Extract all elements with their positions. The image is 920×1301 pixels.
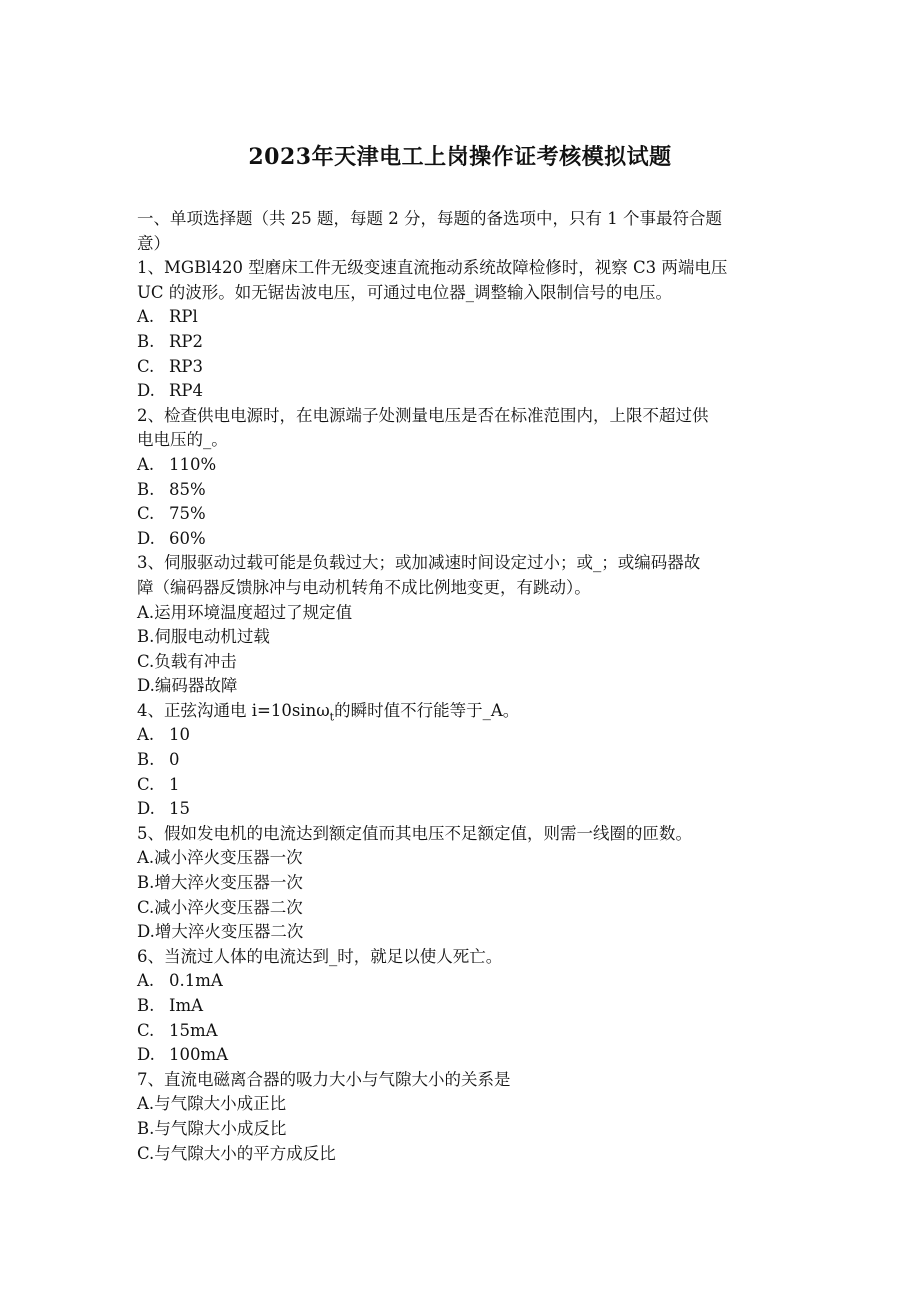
question-stem: 1、MGBl420 型磨床工件无级变速直流拖动系统故障检修时，视察 C3 两端电压 (137, 258, 728, 278)
option-d (137, 1043, 782, 1068)
stem-part: 的瞬时值不行能等于_A。 (334, 700, 520, 720)
option-text: 100mA (169, 1045, 229, 1065)
option-label: A. (137, 725, 155, 745)
question-list (137, 207, 782, 1166)
option-c (137, 1019, 782, 1044)
question-1 (137, 256, 782, 404)
stem-part: 4、正弦沟通电 i=10sinω (137, 700, 330, 720)
option-label: B. (137, 750, 155, 770)
option-b (137, 748, 782, 773)
page-title: 2023年天津电工上岗操作证考核模拟试题 (248, 144, 672, 170)
option-b (137, 994, 782, 1019)
question-stem: 电电压的_。 (137, 430, 228, 450)
option-text: 0 (169, 750, 180, 770)
option-text: 15mA (169, 1020, 218, 1040)
option-c (137, 502, 782, 527)
option-a (137, 305, 782, 330)
section-heading: 一、单项选择题（共 25 题，每题 2 分，每题的备选项中，只有 1 个事最符合题 (137, 209, 722, 228)
option-label: A. (137, 307, 155, 327)
question-stem (137, 699, 782, 724)
option-a: A.运用环境温度超过了规定值 (137, 602, 353, 622)
option-a: A.与气隙大小成正比 (137, 1094, 287, 1114)
option-a (137, 969, 782, 994)
option-text: 85% (169, 479, 206, 499)
option-text: 60% (169, 528, 206, 548)
stem-subscript: t (329, 710, 335, 724)
option-c (137, 773, 782, 798)
option-label: A. (137, 454, 155, 474)
question-stem: 3、伺服驱动过载可能是负载过大；或加减速时间设定过小；或_；或编码器故 (137, 553, 701, 573)
option-a: A.减小淬火变压器一次 (137, 848, 303, 868)
question-2 (137, 404, 782, 552)
option-label: C. (137, 356, 155, 376)
option-text: RP4 (169, 381, 204, 401)
question-stem: 障（编码器反馈脉冲与电动机转角不成比例地变更，有跳动）。 (137, 577, 591, 597)
option-label: C. (137, 1020, 155, 1040)
option-b (137, 478, 782, 503)
option-text: 10 (169, 725, 190, 745)
option-label: B. (137, 331, 155, 351)
question-stem: 2、检查供电电源时，在电源端子处测量电压是否在标准范围内，上限不超过供 (137, 405, 709, 425)
option-c: C.负载有冲击 (137, 651, 237, 671)
option-b: B.伺服电动机过载 (137, 627, 270, 647)
option-text: RP2 (169, 331, 204, 351)
option-label: B. (137, 996, 155, 1015)
option-text: RP3 (169, 356, 204, 376)
option-label: D. (137, 1045, 155, 1065)
option-text: RPl (169, 307, 198, 327)
option-b: B.与气隙大小成反比 (137, 1118, 287, 1138)
option-label: C. (137, 504, 155, 524)
option-b: B.增大淬火变压器一次 (137, 873, 303, 893)
option-label: D. (137, 799, 155, 819)
option-text: 75% (169, 504, 206, 524)
option-d: D.增大淬火变压器二次 (137, 922, 304, 942)
option-d (137, 379, 782, 404)
question-3 (137, 551, 782, 699)
option-text: ImA (169, 996, 204, 1015)
question-7 (137, 1068, 782, 1166)
option-text: 1 (169, 774, 180, 794)
option-c (137, 355, 782, 380)
question-stem: 6、当流过人体的电流达到_时，就足以使人死亡。 (137, 946, 503, 966)
section-heading-cont: 意） (137, 233, 170, 253)
option-d (137, 527, 782, 552)
option-a (137, 453, 782, 478)
option-label: D. (137, 381, 155, 401)
question-stem: 5、假如发电机的电流达到额定值而其电压不足额定值，则需一线圈的匝数。 (137, 823, 692, 843)
option-label: B. (137, 479, 155, 499)
option-a (137, 723, 782, 748)
option-label: C. (137, 774, 155, 794)
option-b (137, 330, 782, 355)
option-text: 110% (169, 454, 217, 474)
question-stem: UC 的波形。如无锯齿波电压，可通过电位器_调整输入限制信号的电压。 (137, 282, 673, 302)
option-d: D.编码器故障 (137, 676, 238, 696)
option-c: C.与气隙大小的平方成反比 (137, 1143, 336, 1163)
option-label: D. (137, 528, 155, 548)
option-d (137, 797, 782, 822)
option-text: 15 (169, 799, 190, 819)
option-c: C.减小淬火变压器二次 (137, 897, 303, 917)
question-5 (137, 822, 782, 945)
option-label: A. (137, 971, 155, 991)
option-text: 0.1mA (169, 971, 223, 991)
question-4 (137, 699, 782, 822)
question-stem: 7、直流电磁离合器的吸力大小与气隙大小的关系是 (137, 1069, 511, 1089)
question-6 (137, 945, 782, 1068)
